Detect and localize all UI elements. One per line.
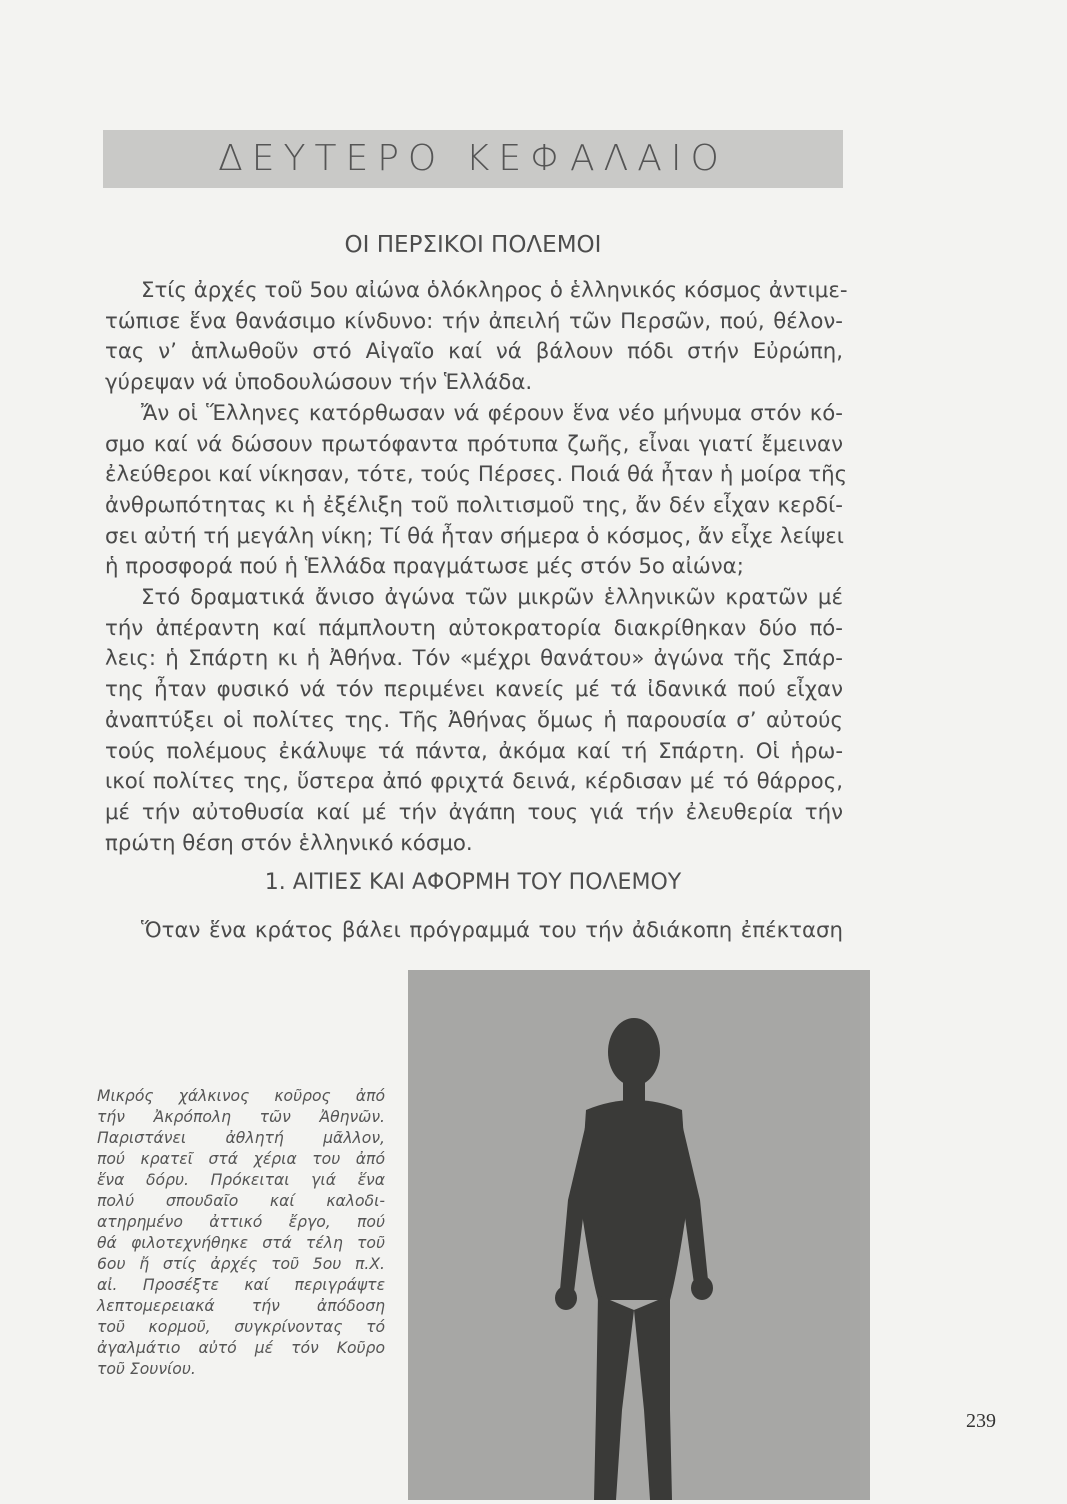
body-line: της ἦταν φυσικό νά τόν περιμένει κανείς μέ τά ἰδανικά πού εἶχαν — [105, 677, 843, 703]
body-line: τώπισε ἕνα θανάσιμο κίνδυνο: τήν ἀπειλή τῶν Περσῶν, πού, θέλον- — [105, 308, 843, 334]
body-line: μέ τήν αὐτοθυσία καί μέ τήν ἀγάπη τους γιά τήν ἐλευθερία τήν — [105, 799, 843, 825]
body-line: ἡ προσφορά πού ἡ Ἑλλάδα πραγμάτωσε μές στόν 5ο αἰώνα; — [105, 554, 744, 580]
caption-line: ατηρημένο ἀττικό ἔργο, πού — [97, 1213, 385, 1231]
caption-line: τοῦ κορμοῦ, συγκρίνοντας τό — [97, 1318, 385, 1336]
body-line: Στό δραματικά ἄνισο ἀγώνα τῶν μικρῶν ἑλληνικῶν κρατῶν μέ — [141, 585, 843, 611]
body-text — [105, 276, 848, 859]
body-line: ἀνθρωπότητας κι ἡ ἐξέλιξη τοῦ πολιτισμοῦ της, ἄν δέν εἶχαν κερδί- — [105, 492, 843, 518]
caption-line: αἰ. Προσέξτε καί περιγράψτε — [97, 1276, 385, 1294]
body-line: τας ν’ ἁπλωθοῦν στό Αἰγαῖο καί νά βάλουν πόδι στήν Εὐρώπη, — [105, 339, 843, 365]
chapter-banner — [103, 130, 843, 188]
body-line: Ἄν οἱ Ἕλληνες κατόρθωσαν νά φέρουν ἕνα νέο μήνυμα στόν κό- — [141, 400, 843, 426]
caption-line: πού κρατεῖ στά χέρια του ἀπό — [97, 1150, 385, 1168]
body-line: λεις: ἡ Σπάρτη κι ἡ Ἀθήνα. Τόν «μέχρι θανάτου» ἀγώνα τῆς Σπάρ- — [105, 646, 843, 672]
body-line: ἐλεύθεροι καί νίκησαν, τότε, τούς Πέρσες. Ποιά θά ἦταν ἡ μοίρα τῆς — [105, 462, 848, 488]
body-line: σει αὐτή τή μεγάλη νίκη; Τί θά ἦταν σήμερα ὁ κόσμος, ἄν εἶχε λείψει — [105, 523, 845, 549]
caption-line: 6ου ἤ στίς ἀρχές τοῦ 5ου π.Χ. — [97, 1255, 385, 1273]
section-title: ΟΙ ΠΕΡΣΙΚΟΙ ΠΟΛΕΜΟΙ — [344, 232, 602, 258]
caption-line: θά φιλοτεχνήθηκε στά τέλη τοῦ — [97, 1234, 385, 1252]
body-line: σμο καί νά δώσουν πρωτόφαντα πρότυπα ζωῆς, εἶναι γιατί ἔμειναν — [105, 431, 843, 457]
chapter-title: ΔΕΥΤΕΡΟ ΚΕΦΑΛΑΙΟ — [218, 138, 728, 179]
body-line: τήν ἀπέραντη καί πάμπλουτη αὐτοκρατορία διακρίθηκαν δύο πό- — [105, 615, 843, 641]
caption-line: Παριστάνει ἀθλητή μᾶλλον, — [97, 1129, 385, 1147]
caption-line: πολύ σπουδαῖο καί καλοδι- — [97, 1192, 385, 1210]
caption-line: λεπτομερειακά τήν ἀπόδοση — [97, 1297, 385, 1315]
caption-line: τήν Ἀκρόπολη τῶν Ἀθηνῶν. — [97, 1108, 385, 1126]
body-line: τούς πολέμους ἐκάλυψε τά πάντα, ἀκόμα καί τή Σπάρτη. Οἱ ἡρω- — [105, 738, 843, 764]
photo-caption — [97, 1086, 385, 1380]
page-number: 239 — [966, 1410, 996, 1432]
caption-line: Μικρός χάλκινος κοῦρος ἀπό — [97, 1087, 385, 1105]
body-line: πρώτη θέση στόν ἑλληνικό κόσμο. — [105, 830, 473, 856]
body-line: ικοί πολίτες της, ὕστερα ἀπό φριχτά δεινά, κέρδισαν μέ τό θάρρος, — [105, 769, 843, 795]
body-line: γύρεψαν νά ὑποδουλώσουν τήν Ἑλλάδα. — [105, 370, 533, 396]
body-line: Στίς ἀρχές τοῦ 5ου αἰώνα ὁλόκληρος ὁ ἑλληνικός κόσμος ἀντιμε- — [141, 278, 848, 303]
caption-line: τοῦ Σουνίου. — [97, 1360, 196, 1378]
subsection-title: 1. ΑΙΤΙΕΣ ΚΑΙ ΑΦΟΡΜΗ ΤΟΥ ΠΟΛΕΜΟΥ — [264, 870, 682, 895]
kouros-photo — [408, 970, 870, 1500]
caption-line: ἕνα δόρυ. Πρόκειται γιά ἕνα — [97, 1171, 385, 1189]
subsection-first-line: Ὅταν ἕνα κράτος βάλει πρόγραμμά του τήν ἀδιάκοπη ἐπέκταση — [141, 918, 843, 943]
body-line: ἀναπτύξει οἱ πολίτες της. Τῆς Ἀθήνας ὅμως ἡ παρουσία σ’ αὐτούς — [105, 707, 843, 733]
caption-line: ἀγαλμάτιο αὐτό μέ τόν Κοῦρο — [97, 1339, 385, 1357]
